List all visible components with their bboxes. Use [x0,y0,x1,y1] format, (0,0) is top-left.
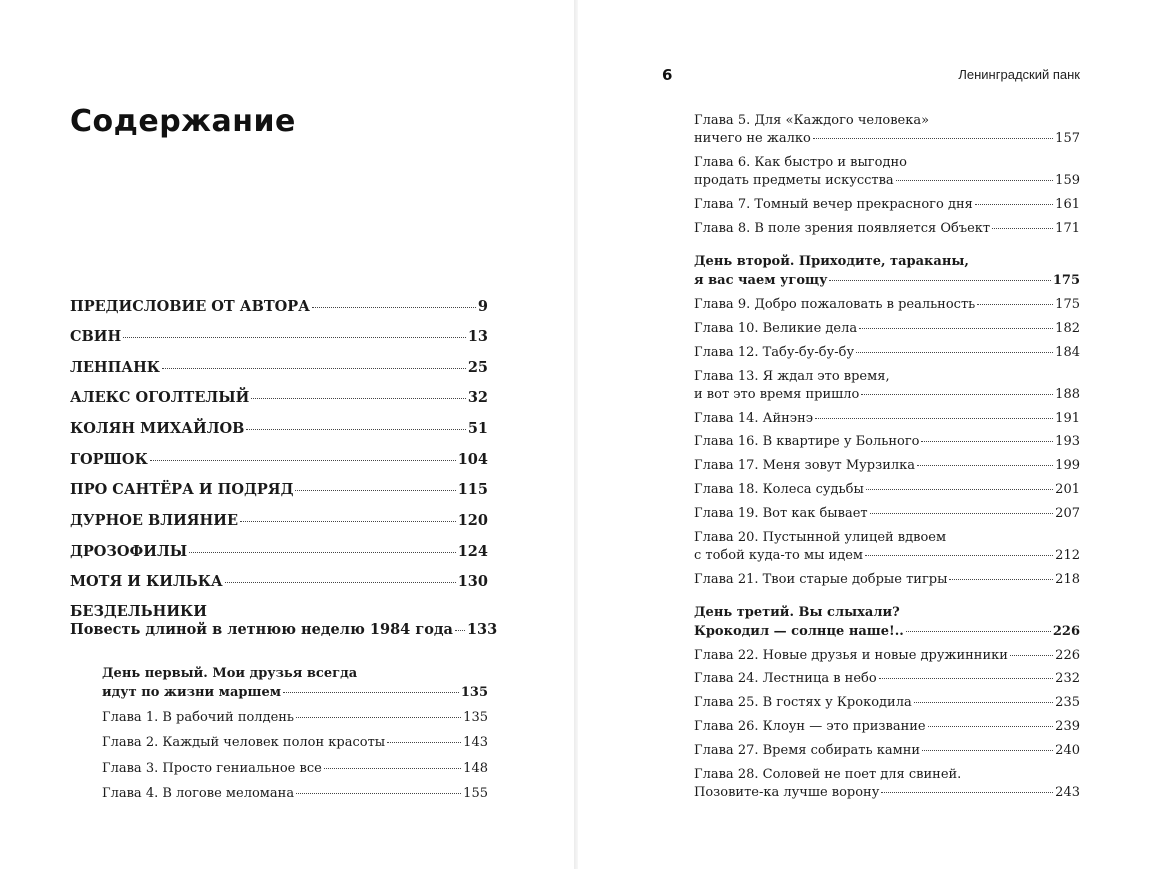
dot-leader [921,441,1053,442]
toc-entry[interactable] [694,196,1080,214]
toc-entry-page: 32 [467,389,488,406]
toc-entry[interactable] [694,368,1080,404]
toc-entry-page: 159 [1055,173,1080,188]
dot-leader [865,555,1053,556]
dot-leader [225,582,456,583]
toc-entry-title: Глава 19. Вот как бывает [694,506,868,521]
dot-leader [861,394,1053,395]
toc-entry-title: Глава 6. Как быстро и выгодно [694,155,907,170]
toc-entry[interactable] [694,154,1080,190]
toc-entry-title: ЛЕНПАНК [70,359,160,376]
toc-entry-title: ничего не жалко [694,131,811,146]
dot-leader [123,337,466,338]
dot-leader [992,228,1053,229]
toc-entry-title: СВИН [70,328,122,345]
toc-entry-title: Повесть длиной в летнюю неделю 1984 года [70,621,453,638]
toc-entry[interactable] [70,451,488,469]
toc-entry[interactable] [694,742,1080,760]
toc-entry-page: 115 [457,481,488,498]
right-page [578,0,1155,869]
toc-entry-page: 240 [1055,743,1080,758]
toc-entry-page: 188 [1055,387,1080,402]
dot-leader [296,717,461,718]
dot-leader [975,204,1053,205]
toc-entry-page: 155 [463,786,488,801]
toc-entry[interactable] [70,328,488,346]
toc-entry-page: 9 [477,298,488,315]
toc-entry-page: 51 [467,420,488,437]
toc-entry-title: БЕЗДЕЛЬНИКИ [70,603,207,620]
toc-entry-title: Глава 17. Меня зовут Мурзилка [694,458,916,473]
toc-entry[interactable] [70,603,498,639]
toc-entry-title: ДУРНОЕ ВЛИЯНИЕ [70,512,239,529]
toc-entry-title: ПРО САНТЁРА И ПОДРЯД [70,481,294,498]
toc-entry-page: 193 [1055,434,1080,449]
toc-entry-title: идут по жизни маршем [102,685,282,700]
toc-entry-page: 226 [1055,648,1080,663]
toc-sub-list [102,664,488,804]
toc-entry[interactable] [694,457,1080,475]
toc-entry-title: Глава 14. Айнэнэ [694,411,814,426]
toc-entry-title: Глава 26. Клоун — это призвание [694,719,926,734]
toc-entry[interactable] [694,252,1080,290]
toc-entry-title: Глава 12. Табу-бу-бу-бу [694,345,855,360]
toc-entry-title: Глава 5. Для «Каждого человека» [694,113,930,128]
toc-entry-title: Глава 18. Колеса судьбы [694,482,864,497]
toc-entry[interactable] [694,603,1080,641]
toc-entry-page: 212 [1055,548,1080,563]
toc-entry[interactable] [694,344,1080,362]
toc-entry-page: 218 [1055,572,1080,587]
toc-entry-page: 13 [467,328,488,345]
toc-entry-title: ПРЕДИСЛОВИЕ ОТ АВТОРА [70,298,310,315]
toc-entry-title: продать предметы искусства [694,173,894,188]
dot-leader [296,793,461,794]
toc-entry[interactable] [694,296,1080,314]
toc-entry[interactable] [694,529,1080,565]
toc-entry[interactable] [70,420,488,438]
toc-entry[interactable] [694,320,1080,338]
dot-leader [189,552,456,553]
toc-entry-title: я вас чаем угощу [694,273,828,288]
toc-entry-page: 232 [1055,671,1080,686]
toc-entry-title: Глава 28. Соловей не поет для свиней. [694,767,962,782]
toc-entry-title: МОТЯ И КИЛЬКА [70,573,223,590]
toc-entry-title: Глава 3. Просто гениальное все [102,761,322,776]
toc-entry-page: 135 [463,710,488,725]
toc-entry-title: День третий. Вы слыхали? [694,605,900,620]
toc-entry-page: 175 [1055,297,1080,312]
dot-leader [312,307,476,308]
toc-entry-page: 199 [1055,458,1080,473]
toc-entry[interactable] [694,694,1080,712]
toc-entry-title: Глава 22. Новые друзья и новые дружинники [694,648,1008,663]
toc-entry-page: 175 [1052,273,1080,288]
dot-leader [813,138,1053,139]
toc-entry-title: с тобой куда-то мы идем [694,548,864,563]
toc-entry-title: Глава 1. В рабочий полдень [102,710,295,725]
dot-leader [859,328,1053,329]
toc-entry[interactable] [694,481,1080,499]
toc-entry-page: 143 [463,735,488,750]
toc-entry-title: ДРОЗОФИЛЫ [70,543,188,560]
toc-entry-title: КОЛЯН МИХАЙЛОВ [70,420,245,437]
toc-entry-page: 130 [457,573,488,590]
toc-entry[interactable] [70,543,488,561]
toc-entry-title: Глава 7. Томный вечер прекрасного дня [694,197,973,212]
dot-leader [977,304,1053,305]
toc-entry[interactable] [694,220,1080,238]
toc-entry[interactable] [70,389,488,407]
toc-entry-page: 133 [466,621,498,638]
toc-entry[interactable] [102,709,488,727]
left-page [0,0,574,869]
dot-leader [246,429,465,430]
dot-leader [879,678,1053,679]
dot-leader [324,768,461,769]
toc-entry-title: Глава 27. Время собирать камни [694,743,921,758]
toc-entry[interactable] [70,359,488,377]
toc-entry-title: Крокодил — солнце наше!.. [694,624,904,639]
toc-entry-page: 184 [1055,345,1080,360]
toc-entry-title: АЛЕКС ОГОЛТЕЛЫЙ [70,389,250,406]
toc-entry[interactable] [694,647,1080,665]
toc-entry-title: День первый. Мои друзья всегда [102,666,358,681]
dot-leader [1010,655,1053,656]
toc-entry-page: 161 [1055,197,1080,212]
dot-leader [866,489,1053,490]
toc-entry[interactable] [694,718,1080,736]
toc-entry-page: 239 [1055,719,1080,734]
dot-leader [922,750,1053,751]
dot-leader [896,180,1054,181]
dot-leader [283,692,459,693]
toc-entry-page: 25 [467,359,488,376]
toc-entry-page: 235 [1055,695,1080,710]
dot-leader [240,521,456,522]
toc-entry-title: Глава 20. Пустынной улицей вдвоем [694,530,947,545]
dot-leader [150,460,456,461]
dot-leader [949,579,1053,580]
toc-entry[interactable] [694,766,1080,802]
toc-entry[interactable] [102,734,488,752]
dot-leader [295,490,455,491]
dot-leader [815,418,1053,419]
page-number: 6 [662,66,673,84]
toc-entry[interactable] [694,112,1080,148]
toc-entry[interactable] [70,298,488,316]
toc-entry[interactable] [102,785,488,803]
toc-entry-page: 171 [1055,221,1080,236]
toc-entry-page: 191 [1055,411,1080,426]
dot-leader [829,280,1050,281]
toc-entry-title: Глава 21. Твои старые добрые тигры [694,572,948,587]
toc-entry[interactable] [694,670,1080,688]
dot-leader [906,631,1051,632]
dot-leader [881,792,1053,793]
dot-leader [387,742,461,743]
toc-main-list [70,298,498,648]
dot-leader [914,702,1053,703]
dot-leader [928,726,1054,727]
toc-entry-title: Позовите-ка лучше ворону [694,785,880,800]
dot-leader [162,368,466,369]
toc-entry-title: ГОРШОК [70,451,148,468]
toc-entry-page: 120 [457,512,488,529]
toc-entry-page: 157 [1055,131,1080,146]
toc-entry-page: 104 [457,451,488,468]
toc-entry-page: 148 [463,761,488,776]
contents-title: Содержание [70,104,296,139]
toc-entry-title: и вот это время пришло [694,387,860,402]
toc-entry-title: Глава 2. Каждый человек полон красоты [102,735,386,750]
toc-entry-page: 201 [1055,482,1080,497]
toc-entry[interactable] [70,481,488,499]
toc-entry-page: 207 [1055,506,1080,521]
toc-entry-title: Глава 8. В поле зрения появляется Объект [694,221,991,236]
dot-leader [856,352,1053,353]
toc-entry[interactable] [694,571,1080,589]
toc-entry[interactable] [102,664,488,702]
dot-leader [455,630,465,631]
toc-entry-title: Глава 10. Великие дела [694,321,858,336]
toc-entry[interactable] [694,505,1080,523]
toc-entry[interactable] [70,512,488,530]
dot-leader [870,513,1054,514]
toc-entry-title: Глава 25. В гостях у Крокодила [694,695,912,710]
toc-entry-page: 226 [1052,624,1080,639]
toc-continued-list [694,112,1080,812]
toc-entry-page: 243 [1055,785,1080,800]
toc-entry-title: Глава 16. В квартире у Больного [694,434,920,449]
running-head: Ленинградский панк [958,67,1080,82]
toc-entry-title: День второй. Приходите, тараканы, [694,254,969,269]
dot-leader [917,465,1053,466]
toc-entry[interactable] [102,760,488,778]
toc-entry-page: 135 [460,685,488,700]
toc-entry-page: 124 [457,543,488,560]
toc-entry[interactable] [694,433,1080,451]
toc-entry-title: Глава 9. Добро пожаловать в реальность [694,297,976,312]
toc-entry[interactable] [70,573,488,591]
toc-entry-title: Глава 13. Я ждал это время, [694,369,890,384]
toc-entry-title: Глава 4. В логове меломана [102,786,295,801]
toc-entry[interactable] [694,410,1080,428]
dot-leader [251,398,465,399]
toc-entry-page: 182 [1055,321,1080,336]
toc-entry-title: Глава 24. Лестница в небо [694,671,877,686]
